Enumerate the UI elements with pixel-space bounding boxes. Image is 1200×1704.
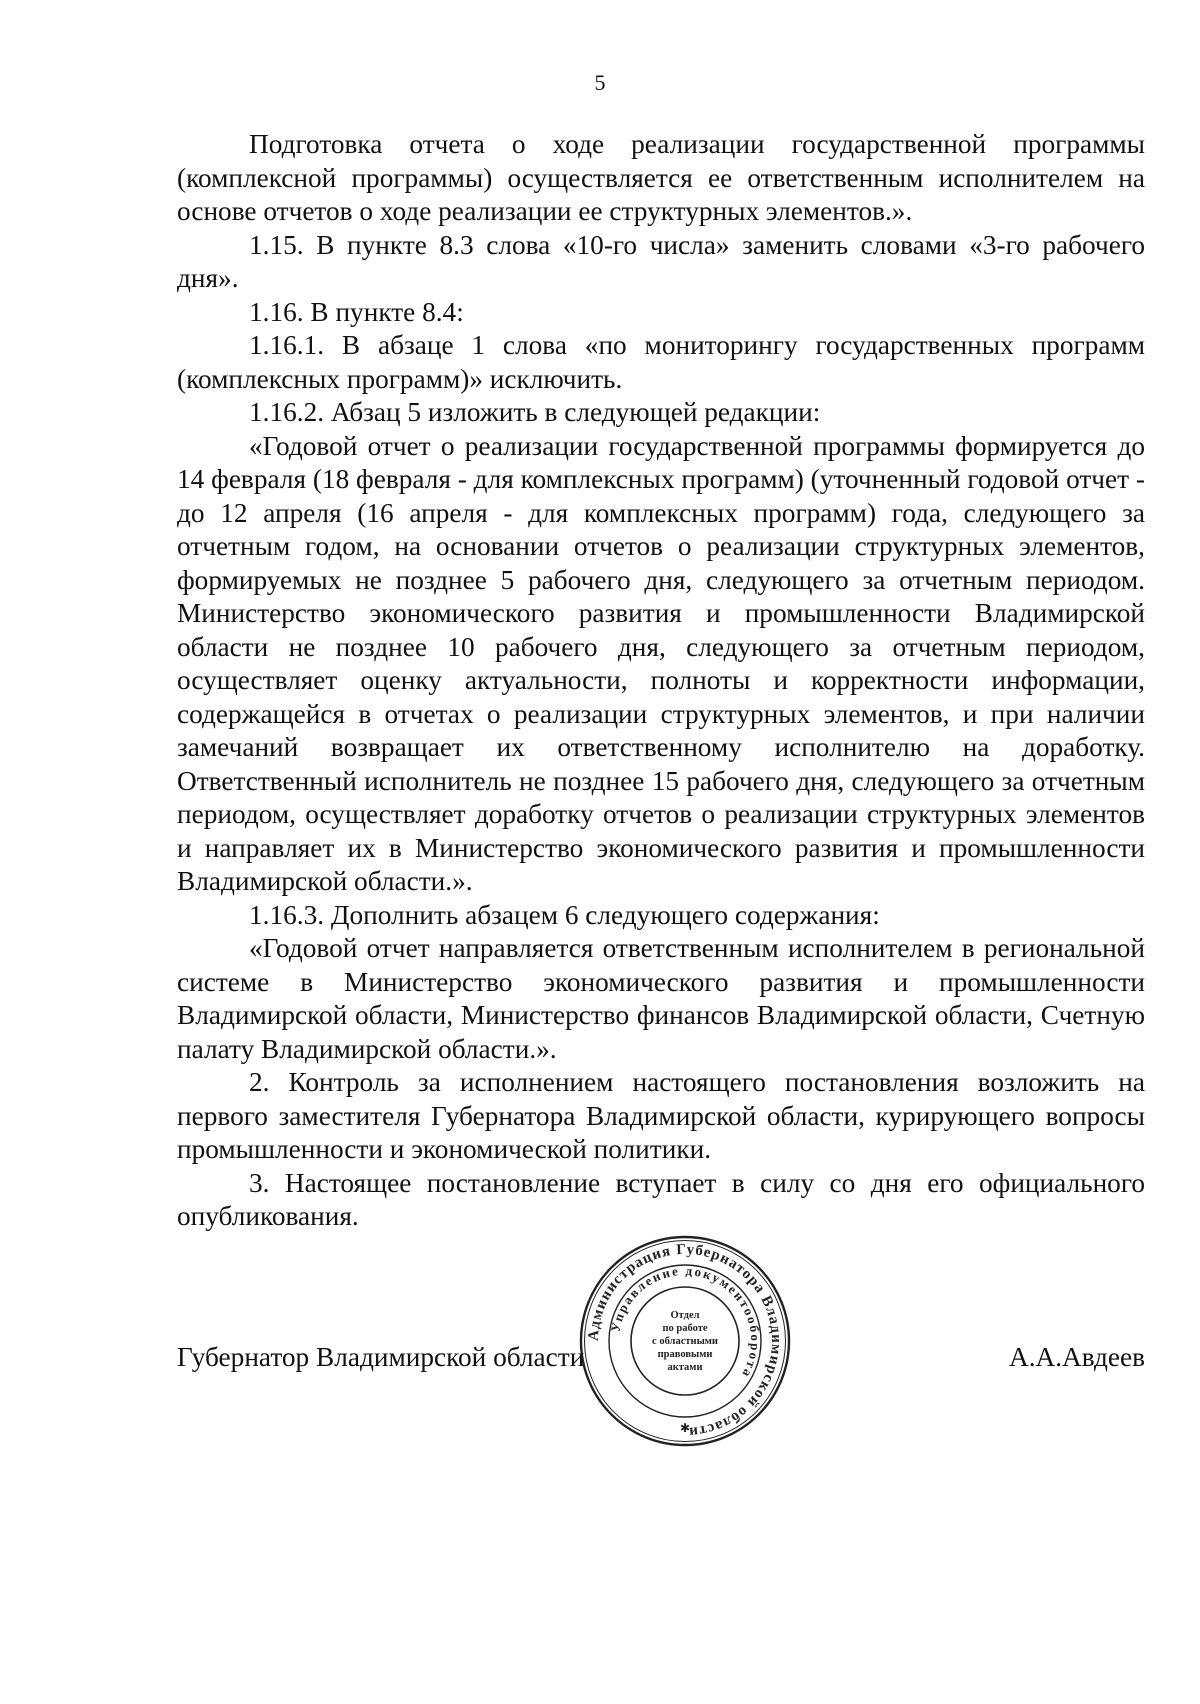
stamp-inner-text: Управление документооборота (607, 1262, 764, 1382)
paragraph-entry-into-force: 3. Настоящее постановление вступает в силу со дня его официального опубликования. (177, 1167, 1145, 1231)
paragraph-1-16-2: 1.16.2. Абзац 5 изложить в следующей редакции: (249, 397, 821, 427)
paragraph-1-16-3: 1.16.3. Дополнить абзацем 6 следующего содержания: (249, 899, 880, 930)
stamp-center-line-4: правовыми (657, 1349, 713, 1360)
paragraph-1-16-1: 1.16.1. В абзаце 1 слова «по мониторингу государственных программ (комплексных программ)» исключить. (177, 330, 1145, 394)
stamp-center-line-1: Отдел (670, 1310, 700, 1321)
stamp-center-line-2: по работе (662, 1323, 708, 1334)
signatory-title: Губернатор Владимирской области (177, 1342, 585, 1372)
official-stamp (578, 1234, 792, 1448)
paragraph-report-preparation: Подготовка отчета о ходе реализации государственной программы (комплексной программы) осуществляется ее ответственным исполнителем на основе отчетов о ходе реализации ее структурных элементов.». (177, 129, 1145, 226)
paragraph-control: 2. Контроль за исполнением настоящего постановления возложить на первого заместителя Губернатора Владимирской области, курирующего вопросы промышленности и экономической политики. (177, 1067, 1145, 1164)
paragraph-1-16: 1.16. В пункте 8.4: (249, 296, 464, 327)
page-number: 5 (594, 70, 606, 95)
stamp-outer-text: Администрация Губернатора Владимирской области (585, 1241, 785, 1441)
paragraph-annual-report-quote: «Годовой отчет о реализации государственной программы формируется до 14 февраля (18 февраля - для комплексных программ) (уточненный годовой отчет - до 12 апреля (16 апреля - для комплексных программ) года, следующего за отчетным годом, на основании отчетов о реализации структурных элементов, формируемых не позднее 5 рабочего дня, следующего за отчетным периодом. Министерство экономического развития и промышленности Владимирской области не позднее 10 рабочего дня, следующего за отчетным периодом, осуществляет оценку актуальности, полноты и корректности информации, содержащейся в отчетах о реализации структурных элементов, и при наличии замечаний возвращает их ответственному исполнителю на доработку. Ответственный исполнитель не позднее 15 рабочего дня, следующего за отчетным периодом, осуществляет доработку отчетов о реализации структурных элементов и направляет их в Министерство экономического развития и промышленности Владимирской области.». (177, 430, 1145, 896)
stamp-seal-icon (578, 1234, 792, 1448)
paragraph-1-15: 1.15. В пункте 8.3 слова «10-го числа» заменить словами «3-го рабочего дня». (177, 229, 1145, 293)
stamp-star-icon: ✱ (679, 1421, 691, 1435)
signatory-name: А.А.Авдеев (1008, 1342, 1145, 1372)
paragraph-annual-report-sending: «Годовой отчет направляется ответственным исполнителем в региональной системе в Министерство экономического развития и промышленности Владимирской области, Министерство финансов Владимирской области, Счетную палату Владимирской области.». (177, 933, 1145, 1064)
stamp-center-line-3: с областными (652, 1336, 718, 1347)
document-body (177, 128, 1145, 1234)
stamp-center-line-5: актами (667, 1362, 703, 1373)
